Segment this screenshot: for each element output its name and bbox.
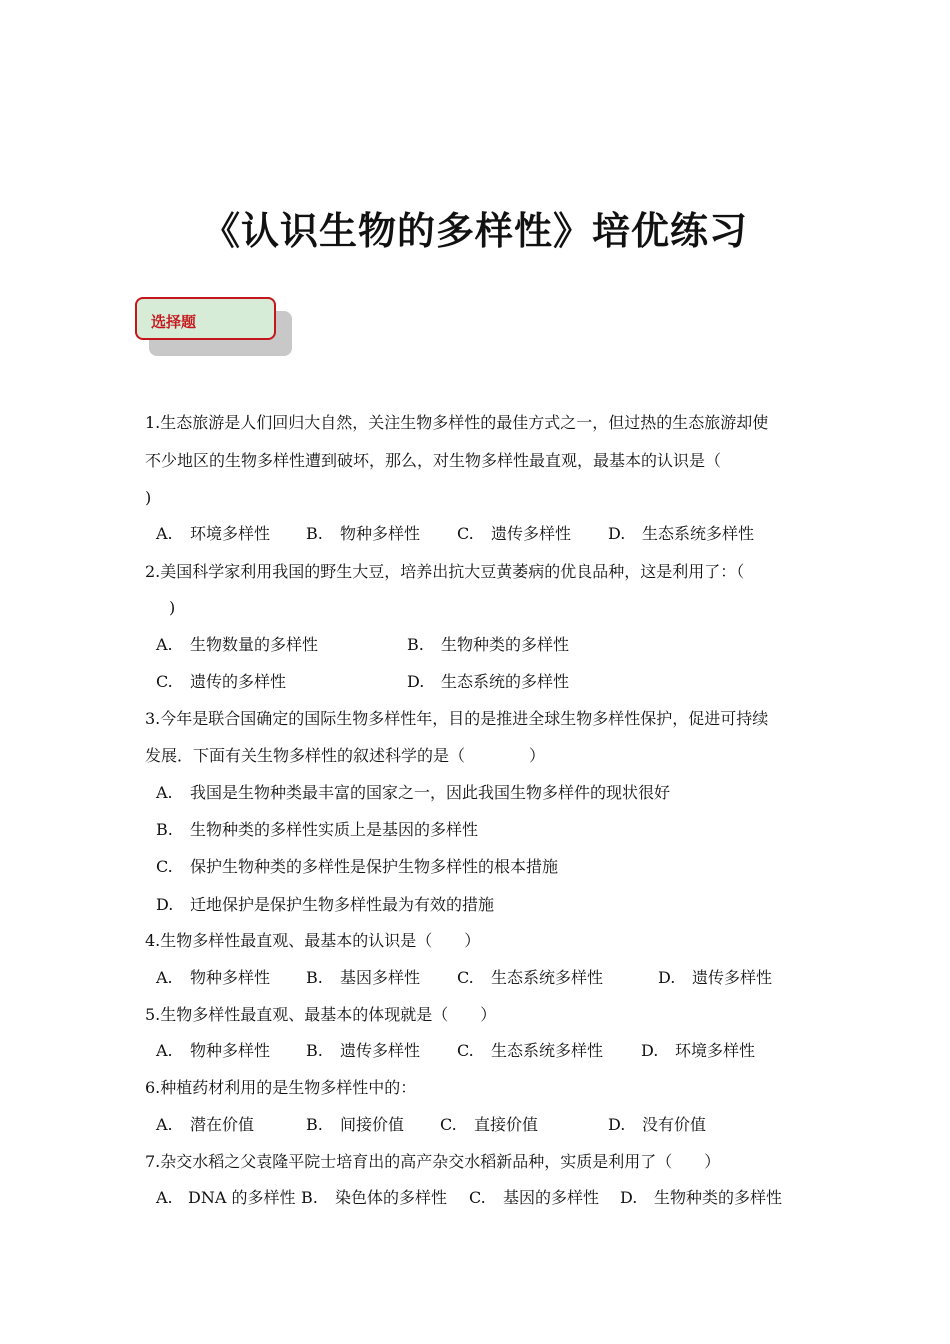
q5-option-a-text: 物种多样性	[190, 1041, 271, 1060]
q2-option-d-letter: D.	[407, 672, 425, 691]
q2-option-a-text: 生物数量的多样性	[190, 635, 319, 654]
q1-option-c-text: 遗传多样性	[491, 524, 572, 543]
q5-option-d-text: 环境多样性	[675, 1041, 756, 1060]
q5-option-b-letter: B.	[306, 1041, 323, 1060]
question-1-line-1: 1.生态旅游是人们回归大自然，关注生物多样性的最佳方式之一，但过热的生态旅游却使	[145, 413, 769, 432]
q3-option-b-text: 生物种类的多样性实质上是基因的多样性	[190, 820, 479, 839]
q7-option-b-text: 染色体的多样性	[335, 1188, 448, 1207]
q4-option-c-text: 生态系统多样性	[491, 968, 604, 987]
q5-option-a-letter: A.	[156, 1041, 173, 1060]
q6-option-d-letter: D.	[608, 1115, 626, 1134]
q4-option-b-letter: B.	[306, 968, 323, 987]
q4-option-c-letter: C.	[457, 968, 474, 987]
question-7-line-1: 7.杂交水稻之父袁隆平院士培育出的高产杂交水稻新品种，实质是利用了（ ）	[145, 1152, 721, 1171]
q1-option-d-text: 生态系统多样性	[642, 524, 755, 543]
question-1-line-2: 不少地区的生物多样性遭到破坏，那么，对生物多样性最直观，最基本的认识是（	[145, 451, 722, 470]
q5-option-c-letter: C.	[457, 1041, 474, 1060]
q7-option-c-text: 基因的多样性	[503, 1188, 600, 1207]
q1-option-a-letter: A.	[156, 524, 173, 543]
q4-option-a-letter: A.	[156, 968, 173, 987]
section-badge	[135, 297, 276, 340]
question-6-line-1: 6.种植药材利用的是生物多样性中的：	[145, 1078, 417, 1097]
question-3-line-1: 3.今年是联合国确定的国际生物多样性年，目的是推进全球生物多样性保护，促进可持续	[145, 709, 769, 728]
q7-option-d-letter: D.	[620, 1188, 638, 1207]
page-title: 《认识生物的多样性》培优练习	[201, 209, 748, 253]
question-2-line-1: 2.美国科学家利用我国的野生大豆，培养出抗大豆黄萎病的优良品种，这是利用了：（	[145, 562, 745, 581]
q3-option-d-text: 迁地保护是保护生物多样性最为有效的措施	[190, 895, 495, 914]
q1-option-c-letter: C.	[457, 524, 474, 543]
q7-option-c-letter: C.	[469, 1188, 486, 1207]
question-2-line-2: )	[169, 598, 176, 617]
q3-option-a-letter: A.	[156, 783, 173, 802]
q2-option-c-letter: C.	[156, 672, 173, 691]
q1-option-d-letter: D.	[608, 524, 626, 543]
q5-option-d-letter: D.	[641, 1041, 659, 1060]
q4-option-d-text: 遗传多样性	[692, 968, 773, 987]
q2-option-b-letter: B.	[407, 635, 424, 654]
q7-option-d-text: 生物种类的多样性	[654, 1188, 783, 1207]
q4-option-b-text: 基因多样性	[340, 968, 421, 987]
q6-option-c-text: 直接价值	[474, 1115, 539, 1134]
q2-option-a-letter: A.	[156, 635, 173, 654]
q1-option-b-letter: B.	[306, 524, 323, 543]
q2-option-b-text: 生物种类的多样性	[441, 635, 570, 654]
q3-option-a-text: 我国是生物种类最丰富的国家之一，因此我国生物多样件的现状很好	[190, 783, 671, 802]
q6-option-a-text: 潜在价值	[190, 1115, 255, 1134]
q1-option-b-text: 物种多样性	[340, 524, 421, 543]
question-3-line-2: 发展．下面有关生物多样性的叙述科学的是（ ）	[145, 746, 546, 765]
q3-option-d-letter: D.	[156, 895, 174, 914]
q6-option-b-letter: B.	[306, 1115, 323, 1134]
q3-option-c-letter: C.	[156, 857, 173, 876]
q3-option-b-letter: B.	[156, 820, 173, 839]
question-4-line-1: 4.生物多样性最直观、最基本的认识是（ ）	[145, 931, 481, 950]
q6-option-b-text: 间接价值	[340, 1115, 405, 1134]
q4-option-a-text: 物种多样性	[190, 968, 271, 987]
q4-option-d-letter: D.	[658, 968, 676, 987]
section-label: 选择题	[151, 313, 197, 331]
q7-option-a-text: DNA 的多样性	[188, 1188, 296, 1207]
q3-option-c-text: 保护生物种类的多样性是保护生物多样性的根本措施	[190, 857, 559, 876]
q6-option-d-text: 没有价值	[642, 1115, 707, 1134]
q5-option-c-text: 生态系统多样性	[491, 1041, 604, 1060]
question-1-line-3: )	[145, 488, 152, 507]
question-5-line-1: 5.生物多样性最直观、最基本的体现就是（ ）	[145, 1005, 497, 1024]
q1-option-a-text: 环境多样性	[190, 524, 271, 543]
q6-option-a-letter: A.	[156, 1115, 173, 1134]
q5-option-b-text: 遗传多样性	[340, 1041, 421, 1060]
q2-option-d-text: 生态系统的多样性	[441, 672, 570, 691]
q2-option-c-text: 遗传的多样性	[190, 672, 287, 691]
q6-option-c-letter: C.	[440, 1115, 457, 1134]
q7-option-a-letter: A.	[156, 1188, 173, 1207]
q7-option-b-letter: B.	[301, 1188, 318, 1207]
